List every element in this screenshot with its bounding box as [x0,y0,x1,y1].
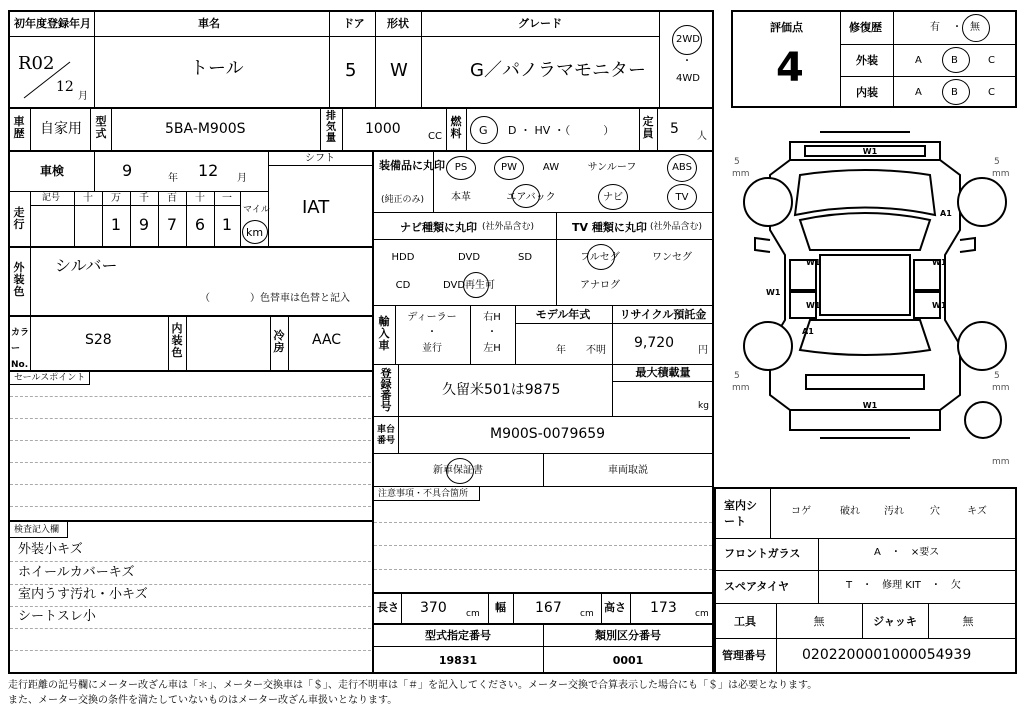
repair-label: 修復歴 [849,21,882,34]
grade: G／パノラマモニター [470,60,646,81]
mileage-digit: 1 [221,215,233,234]
reg-year: R02 [18,53,55,74]
chassis-value: M900S-0079659 [490,426,606,442]
color-no-value: S28 [85,332,112,348]
height-value: 173 [650,600,677,616]
type-code-label: 型式指定番号 [425,629,491,642]
repair-dot: ・ [952,22,962,33]
mileage-label: 走行 [13,206,25,231]
repair-yes: 有 [930,22,940,33]
spare-wheel [965,402,1001,438]
import-left: 左H [483,343,501,354]
shape: W [390,60,408,81]
tools-value: 無 [813,615,825,628]
right-rear-wheel [958,322,1006,370]
lr-mm: mm [732,383,750,393]
seat-stain: 汚れ [884,506,904,517]
shape-label: 形状 [387,17,409,30]
registration-value: 久留米501は9875 [442,382,561,398]
lf-mm: mm [732,169,750,179]
equip-tv: TV [675,192,689,203]
drive-2wd: 2WD [676,34,700,45]
fuel-other: D ・ HV ・（ ） [508,124,615,137]
registration-label: 登録番号 [380,367,392,413]
right-front-wheel [958,178,1006,226]
mark-w1-rf: W1 [932,258,947,267]
length-label: 長さ [377,601,399,614]
color-no-label: カラーNo. [11,328,30,370]
history-label: 車歴 [13,115,25,140]
inspection-note-item: 外装小キズ [18,542,83,557]
mileage-digit: 1 [110,215,122,234]
class-code-label: 類別区分番号 [595,629,661,642]
unit-header: 万 [111,193,121,204]
navi-dvd: DVD [457,252,481,263]
import-dealer: ディーラー [407,312,457,323]
mileage-digit: 9 [138,215,150,234]
import-dot: ・ [487,327,497,338]
mgmt-label: 管理番号 [722,649,766,662]
tv-analog: アナログ [580,280,620,291]
tv-sub: (社外品含む) [650,222,703,232]
km-unit: km [246,226,264,239]
mgmt-value: 0202200001000054939 [802,647,972,663]
inspection-month: 12 [198,161,219,180]
mark-w1-rr: W1 [932,301,947,310]
doors: 5 [345,60,357,81]
shift: IAT [302,197,330,218]
equip-sunroof: サンルーフ [587,162,637,173]
grade-b: B [951,87,958,98]
mark-w1-lr: W1 [806,301,821,310]
equipment-sub: (純正のみ) [381,195,425,205]
inspection-year-unit: 年 [168,173,178,184]
interior-color-label: 内装色 [171,322,183,359]
cc-unit: CC [428,131,442,142]
cm-unit: cm [466,609,480,619]
model-year-unit: 年 [556,345,566,356]
capacity: 5 [670,121,679,137]
mileage-code-label: 記号 [42,193,61,203]
recycle-unit: 円 [698,345,708,356]
equip-navi: ナビ [603,192,623,203]
equipment-label: 装備品に丸印 [379,159,445,172]
tv-label: TV 種類に丸印 [572,221,647,234]
grade-label: グレード [518,17,562,30]
windshield-label: フロントガラス [724,547,801,560]
displacement-label: 排気量 [326,111,336,144]
chassis-label: 車台番号 [377,425,396,446]
width-value: 167 [535,600,562,616]
mileage-digit: 6 [194,215,206,234]
jack-value: 無 [962,615,974,628]
manual-label: 車両取説 [608,465,648,476]
height-label: 高さ [604,601,626,614]
model-label: 型式 [95,115,107,140]
import-dot: ・ [427,327,437,338]
reg-month: 12 [56,79,74,95]
width-label: 幅 [495,601,506,614]
car-name-label: 車名 [198,17,220,30]
exterior-label: 外装色 [13,261,25,298]
mileage-digit: 7 [166,215,178,234]
lr-tread: 5 [734,371,740,381]
rear-window [800,320,930,355]
unit-header: 百 [167,193,177,204]
navi-dvd-playback: DVD再生可 [442,280,496,291]
spare-tire-label: スペアタイヤ [724,580,790,593]
inspection-month-unit: 月 [237,173,247,184]
roof [820,255,910,315]
rf-tread: 5 [994,157,1000,167]
mile-label: マイル [243,205,270,215]
left-mirror [755,238,770,252]
tv-oneseg: ワンセグ [652,252,692,263]
unit-header: 千 [139,193,149,204]
ext-score-label: 外装 [856,54,878,67]
max-load-kg: kg [698,401,709,411]
person-unit: 人 [697,131,707,142]
trunk [806,375,924,389]
inspection-label: 車検 [40,164,65,178]
usage: 自家用 [40,121,82,137]
windshield-value: A ・ ×要ス [874,547,940,558]
model-year-unknown: 不明 [586,345,606,356]
reg-month-unit: 月 [78,91,88,102]
recycle-value: 9,720 [634,335,675,351]
footer-line2: また、メーター交換の条件を満たしていないものはメーター改ざん車扱いとなります。 [8,695,398,706]
inspection-year: 9 [122,161,133,180]
navi-cd: CD [395,280,411,291]
length-value: 370 [420,600,447,616]
drive-4wd: 4WD [676,73,700,84]
equip-leather: 本革 [451,192,471,203]
inspection-note-item: 室内うす汚れ・小キズ [18,587,148,602]
grade-c: C [988,55,995,66]
car-damage-diagram [730,120,1020,475]
navi-label: ナビ種類に丸印 [400,221,477,234]
unit-header: 十 [195,193,205,204]
navi-sd: SD [517,252,533,263]
int-score-label: 内装 [856,86,878,99]
equip-abs: ABS [672,162,692,173]
cm-unit: cm [580,609,594,619]
ac-label: 冷房 [273,329,285,354]
right-mirror [960,238,975,252]
spare-mm: mm [992,457,1010,467]
seat-hole: 穴 [930,506,940,517]
left-rear-wheel [744,322,792,370]
import-right: 右H [483,312,501,323]
tv-fullseg: フルセグ [580,252,620,263]
displacement: 1000 [365,121,401,137]
interior-seat-label: 室内シート [724,499,757,528]
door-label: ドア [343,17,365,30]
capacity-label: 定員 [642,115,654,140]
grade-c: C [988,87,995,98]
unit-header: 一 [222,193,232,204]
grade-a: A [915,55,922,66]
mark-a1-right: A1 [940,209,952,218]
score-value: 4 [776,45,804,91]
score-label: 評価点 [770,21,803,34]
class-code-value: 0001 [612,654,644,667]
rear-bumper [790,410,940,430]
mark-w1-front: W1 [862,147,878,156]
hood [795,170,935,215]
caution-label: 注意事項・不具合箇所 [378,489,469,499]
car-name: トール [190,58,244,79]
equip-ps: PS [454,162,468,173]
windshield [800,213,930,250]
rr-mm: mm [992,383,1010,393]
shift-label: シフト [305,153,335,164]
type-code-value: 19831 [438,654,478,667]
seat-burn: コゲ [791,506,811,517]
equip-pw: PW [501,162,517,173]
equip-aw: AW [542,162,560,173]
cm-unit: cm [695,609,709,619]
fuel-g: G [479,124,488,137]
max-load-label: 最大積載量 [635,366,691,379]
exterior-note: （ ）色替車は色替と記入 [200,293,350,304]
model-year-label: モデル年式 [535,308,591,321]
mark-w1-lf: W1 [806,258,821,267]
exterior-value: シルバー [55,256,118,275]
rf-mm: mm [992,169,1010,179]
inspection-notes-label: 検査記入欄 [14,525,60,535]
import-parallel: 並行 [422,343,442,354]
grade-a: A [915,87,922,98]
repair-no: 無 [970,22,980,33]
jack-label: ジャッキ [873,615,917,628]
model: 5BA-M900S [165,121,246,137]
rr-tread: 5 [994,371,1000,381]
warranty-label: 新車保証書 [433,465,483,476]
mark-w1-left: W1 [766,288,781,297]
import-label: 輸入車 [378,315,390,352]
left-front-wheel [744,178,792,226]
drive-dot: ・ [682,56,692,67]
tools-label: 工具 [734,615,756,628]
sales-points-label: セールスポイント [14,373,86,383]
first-reg-label: 初年度登録年月 [14,17,91,30]
spare-tire-value: T ・ 修理 KIT ・ 欠 [846,580,961,591]
unit-header: 十 [83,193,93,204]
seat-scratch: キズ [967,506,987,517]
inspection-note-item: シートスレ小 [18,609,96,624]
mark-a1-left: A1 [802,327,814,336]
navi-sub: (社外品含む) [482,222,535,232]
recycle-label: リサイクル預託金 [619,308,707,321]
fuel-label: 燃料 [450,115,462,140]
equip-airbag: エアバック [506,192,556,203]
footer-line1: 走行距離の記号欄にメーター改ざん車は「＊」、メーター交換車は「＄」、走行不明車は「＃」を記入してください。メーター交換で合算表示した場合にも「＄」は必要となります。 [8,680,818,691]
seat-tear: 破れ [840,506,860,517]
car-body [770,160,960,410]
inspection-note-item: ホイールカバーキズ [18,565,135,580]
navi-hdd: HDD [391,252,415,263]
grade-b: B [951,55,958,66]
lf-tread: 5 [734,157,740,167]
mark-w1-rear: W1 [862,401,878,410]
ac-value: AAC [312,332,342,348]
